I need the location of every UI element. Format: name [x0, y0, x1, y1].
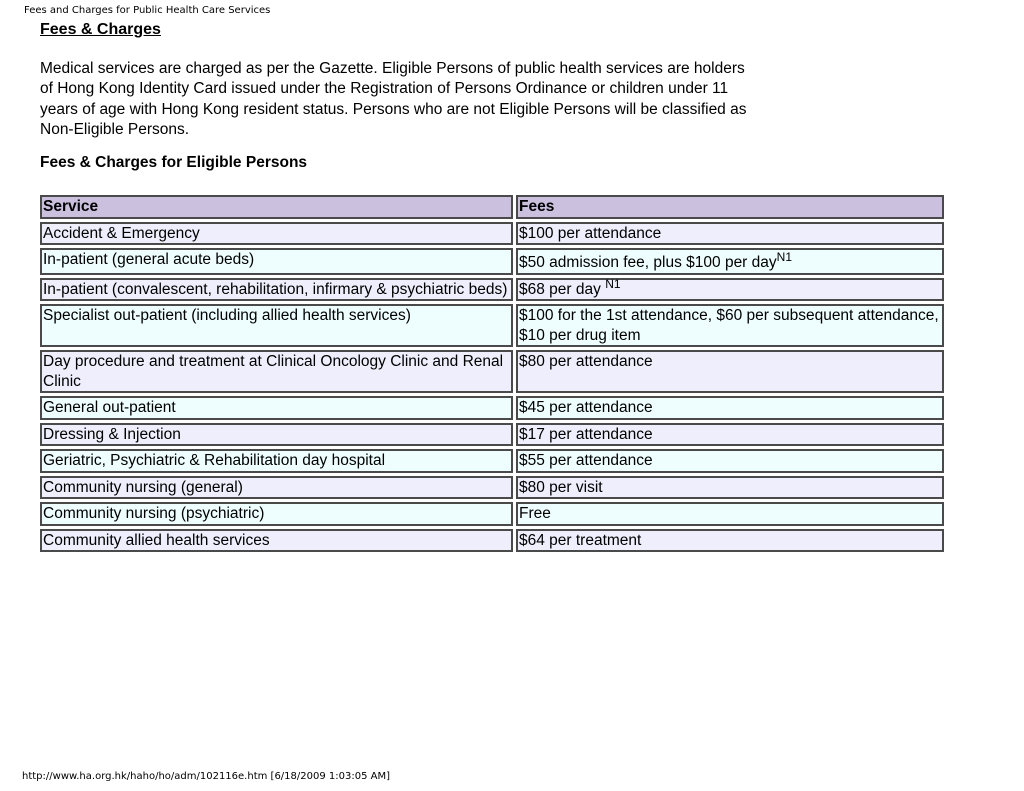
print-footer: http://www.ha.org.hk/haho/ho/adm/102116e.htm [6/18/2009 1:03:05 AM]	[22, 771, 390, 782]
fee-cell	[516, 529, 944, 553]
footnote-marker: N1	[605, 276, 621, 291]
service-cell: Day procedure and treatment at Clinical Oncology Clinic and Renal Clinic	[40, 350, 513, 393]
service-cell: Specialist out-patient (including allied health services)	[40, 304, 513, 347]
service-cell: Community nursing (general)	[40, 476, 513, 500]
fee-cell	[516, 396, 944, 420]
fee-text: $45 per attendance	[519, 399, 653, 416]
page-title: Fees & Charges	[40, 21, 161, 38]
fee-text: $55 per attendance	[519, 452, 653, 469]
fee-text: $100 per attendance	[519, 224, 662, 242]
intro-paragraph: Medical services are charged as per the Gazette. Eligible Persons of public health services are holders of Hong Kong Identity Card issued under the Registration of Persons Ordinance or children under 11 years of age with Hong Kong resident status. Persons who are not Eligible Persons will be classified as Non-Eligible Persons.	[40, 60, 747, 138]
fee-cell	[516, 248, 944, 275]
service-cell: Community nursing (psychiatric)	[40, 502, 513, 526]
table-row	[40, 529, 944, 553]
fee-text: $17 per attendance	[519, 425, 653, 443]
table-header-row	[40, 195, 944, 219]
fee-text: $80 per attendance	[519, 353, 653, 370]
fee-cell	[516, 222, 944, 246]
service-cell: Community allied health services	[40, 529, 513, 553]
fee-cell	[516, 304, 944, 347]
fee-text: $64 per treatment	[519, 531, 642, 549]
table-row	[40, 449, 944, 473]
table-row	[40, 248, 944, 275]
column-header-fees: Fees	[516, 195, 944, 219]
fee-cell	[516, 476, 944, 500]
table-row	[40, 396, 944, 420]
print-header: Fees and Charges for Public Health Care Services	[24, 5, 271, 16]
fee-text: $80 per visit	[519, 478, 603, 496]
table-row	[40, 222, 944, 246]
fee-cell	[516, 423, 944, 447]
table-row	[40, 476, 944, 500]
fee-cell	[516, 502, 944, 526]
fee-text: Free	[519, 505, 551, 522]
fee-text: $68 per day	[519, 280, 606, 298]
table-row	[40, 423, 944, 447]
column-header-service: Service	[40, 195, 513, 219]
service-cell: Geriatric, Psychiatric & Rehabilitation day hospital	[40, 449, 513, 473]
table-row	[40, 304, 944, 347]
service-cell: Accident & Emergency	[40, 222, 513, 246]
footnote-marker: N1	[776, 249, 792, 264]
service-cell: In-patient (convalescent, rehabilitation, infirmary & psychiatric beds)	[40, 278, 513, 302]
fee-text: $100 for the 1st attendance, $60 per subsequent attendance, $10 per drug item	[519, 307, 939, 344]
table-row	[40, 350, 944, 393]
fee-cell	[516, 449, 944, 473]
service-cell: In-patient (general acute beds)	[40, 248, 513, 275]
service-cell: General out-patient	[40, 396, 513, 420]
section-heading: Fees & Charges for Eligible Persons	[40, 154, 308, 171]
service-cell: Dressing & Injection	[40, 423, 513, 447]
fees-table	[37, 192, 947, 555]
fee-cell	[516, 350, 944, 393]
table-row	[40, 502, 944, 526]
table-row	[40, 278, 944, 302]
fee-text: $50 admission fee, plus $100 per day	[519, 254, 777, 271]
fee-cell	[516, 278, 944, 302]
